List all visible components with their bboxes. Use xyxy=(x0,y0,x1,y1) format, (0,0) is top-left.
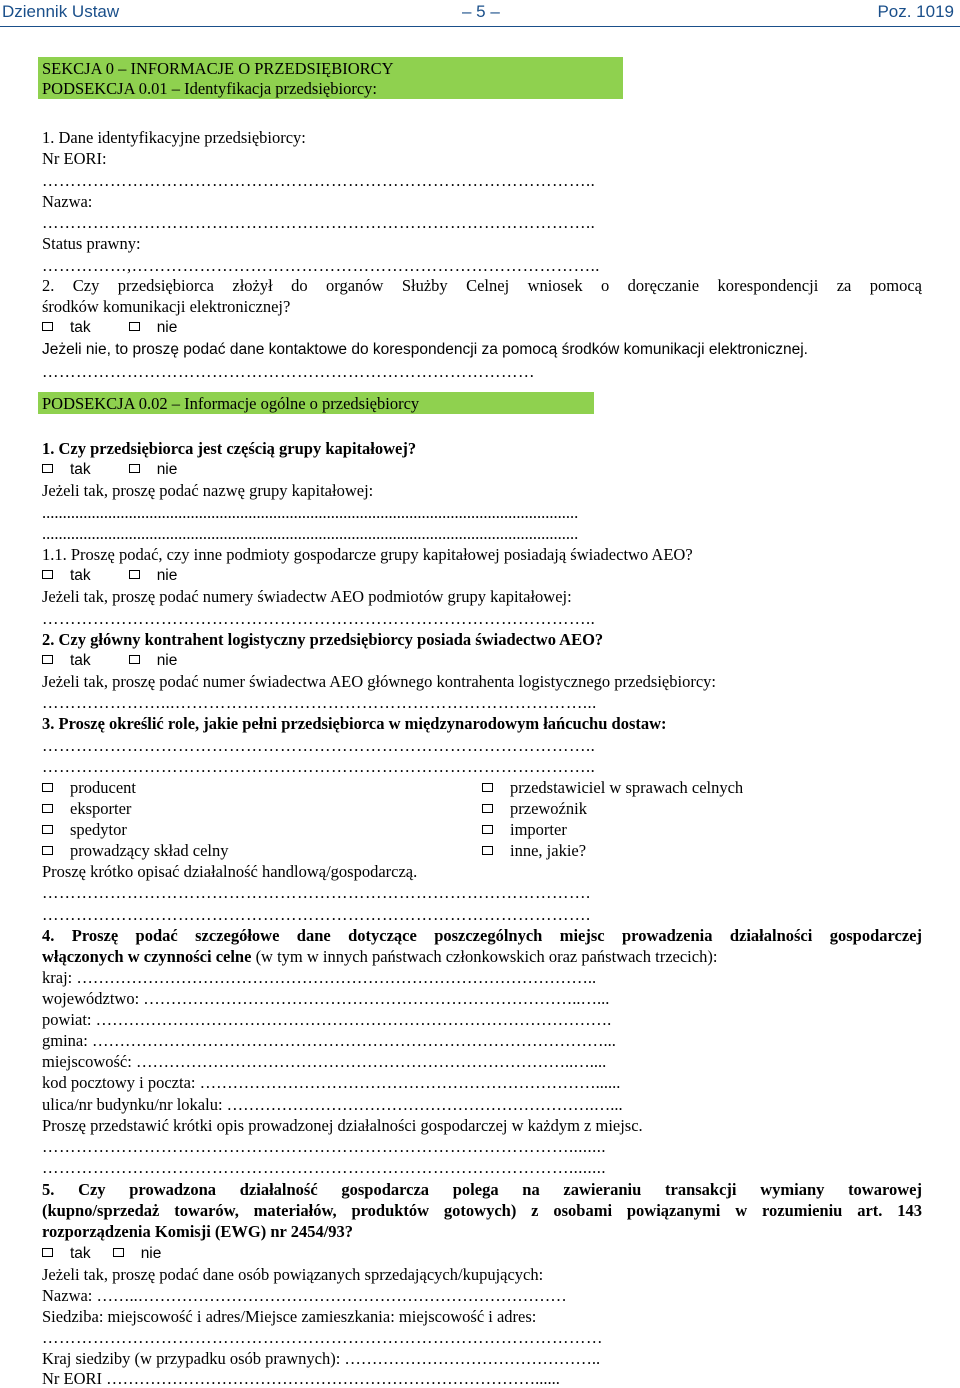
roles-input-2[interactable]: …………………………………………………………………………………….. xyxy=(42,757,596,776)
role-other[interactable] xyxy=(482,840,586,861)
option-no-label: nie xyxy=(156,652,178,669)
checkbox-icon[interactable] xyxy=(129,655,140,664)
option-no-label: nie xyxy=(156,319,178,336)
capital-group-note: Jeżeli tak, proszę podać nazwę grupy kapitałowej: xyxy=(42,481,374,500)
status-label: Status prawny: xyxy=(42,234,141,253)
option-no[interactable] xyxy=(129,317,178,338)
role-label: importer xyxy=(510,820,567,839)
name-label: Nazwa: xyxy=(42,192,93,211)
option-yes-label: tak xyxy=(70,1245,91,1262)
name-input[interactable]: …………………………………………………………………………………….. xyxy=(42,213,596,232)
page-header xyxy=(0,0,960,26)
postal-code-field[interactable]: kod pocztowy i poczta: ………………………………………………………………...... xyxy=(42,1073,621,1092)
seat-country-field[interactable]: Kraj siedziby (w przypadku osób prawnych): ……………………………………….. xyxy=(42,1349,601,1368)
checkbox-icon[interactable] xyxy=(42,846,53,855)
option-no[interactable] xyxy=(129,459,178,480)
main-partner-options xyxy=(42,650,922,671)
role-customs-representative[interactable] xyxy=(482,777,743,798)
question-capital-group: 1. Czy przedsiębiorca jest częścią grupy kapitałowej? xyxy=(42,439,417,458)
county-field[interactable]: powiat: …………………………………………………………………………………. xyxy=(42,1010,612,1029)
activity-note: Proszę krótko opisać działalność handlową/gospodarczą. xyxy=(42,862,418,881)
role-label: przewoźnik xyxy=(510,799,587,818)
street-field[interactable]: ulica/nr budynku/nr lokalu: ………………………………………………………….…... xyxy=(42,1095,623,1114)
section-title: SEKCJA 0 – INFORMACJE O PRZEDSIĘBIORCY xyxy=(42,59,394,78)
position-number: Poz. 1019 xyxy=(877,2,954,21)
option-yes[interactable] xyxy=(42,650,91,671)
capital-group-input-1[interactable]: .................................................................................................................................. xyxy=(42,503,579,522)
checkbox-icon[interactable] xyxy=(482,783,493,792)
subsection-002-title: PODSEKCJA 0.02 – Informacje ogólne o przedsiębiorcy xyxy=(42,394,420,413)
option-yes-label: tak xyxy=(70,652,91,669)
checkbox-icon[interactable] xyxy=(42,825,53,834)
checkbox-icon[interactable] xyxy=(129,322,140,331)
role-row-1 xyxy=(42,777,922,798)
role-row-2 xyxy=(42,798,922,819)
option-yes-label: tak xyxy=(70,319,91,336)
question-identification: 1. Dane identyfikacyjne przedsiębiorcy: xyxy=(42,128,306,147)
checkbox-icon[interactable] xyxy=(42,570,53,579)
role-label: producent xyxy=(70,778,136,797)
question-roles: 3. Proszę określić role, jakie pełni przedsiębiorca w międzynarodowym łańcuchu dostaw: xyxy=(42,714,667,733)
checkbox-icon[interactable] xyxy=(482,804,493,813)
locality-field[interactable]: miejscowość: ……………………………………………………………………..….... xyxy=(42,1052,607,1071)
question-locations-bold: włączonych w czynności celne xyxy=(42,947,252,966)
role-exporter[interactable] xyxy=(42,798,131,819)
question-locations-rest: (w tym w innych państwach członkowskich oraz państwach trzecich): xyxy=(251,947,718,966)
role-producer[interactable] xyxy=(42,777,136,798)
option-yes[interactable] xyxy=(42,317,91,338)
question-locations-line2 xyxy=(42,946,922,967)
question-related-line2: (kupno/sprzedaż towarów, materiałów, produktów gotowych) z osobami powiązanymi w rozumieniu art. 143 xyxy=(42,1201,922,1220)
question-electronic-line1: 2. Czy przedsiębiorca złożył do organów Służby Celnej wniosek o doręczanie korespondencji za pomocą xyxy=(42,276,922,295)
checkbox-icon[interactable] xyxy=(113,1248,124,1257)
subsection-title: PODSEKCJA 0.01 – Identyfikacja przedsiębiorcy: xyxy=(42,79,377,98)
question-aeo-group: 1.1. Proszę podać, czy inne podmioty gospodarcze grupy kapitałowej posiadają świadectwo AEO? xyxy=(42,545,693,564)
checkbox-icon[interactable] xyxy=(129,570,140,579)
aeo-group-input[interactable]: …………………………………………………………………………………….. xyxy=(42,609,596,628)
role-label: prowadzący skład celny xyxy=(70,841,229,860)
commune-field[interactable]: gmina: …………………………………………………………………………………... xyxy=(42,1031,616,1050)
role-label: inne, jakie? xyxy=(510,841,587,860)
electronic-input[interactable]: …………………………………………………………………………… xyxy=(42,362,535,381)
role-label: spedytor xyxy=(70,820,127,839)
checkbox-icon[interactable] xyxy=(42,804,53,813)
main-partner-input[interactable]: …………………...………………………………………………………………... xyxy=(42,693,597,712)
page-number: – 5 – xyxy=(462,2,500,21)
role-label: przedstawiciel w sprawach celnych xyxy=(510,778,744,797)
eori-number-field[interactable]: Nr EORI ……………………………………………………………………...... xyxy=(42,1369,560,1388)
roles-input-1[interactable]: …………………………………………………………………………………….. xyxy=(42,736,596,755)
eori-label: Nr EORI: xyxy=(42,149,107,168)
aeo-group-note: Jeżeli tak, proszę podać numery świadectw AEO podmiotów grupy kapitałowej: xyxy=(42,587,572,606)
capital-group-input-2[interactable]: .................................................................................................................................. xyxy=(42,524,579,543)
journal-title: Dziennik Ustaw xyxy=(2,2,120,21)
activity-input-2[interactable]: ……………………………………………………………………………………. xyxy=(42,905,591,924)
question-related-line3: rozporządzenia Komisji (EWG) nr 2454/93? xyxy=(42,1222,354,1241)
option-yes[interactable] xyxy=(42,565,91,586)
checkbox-icon[interactable] xyxy=(482,825,493,834)
activity-input-1[interactable]: ……………………………………………………………………………………. xyxy=(42,883,591,902)
related-options xyxy=(42,1243,922,1264)
checkbox-icon[interactable] xyxy=(129,464,140,473)
role-carrier[interactable] xyxy=(482,798,587,819)
option-no[interactable] xyxy=(129,565,178,586)
related-name-field[interactable]: Nazwa: ……..…………………………………………………………………… xyxy=(42,1286,567,1305)
checkbox-icon[interactable] xyxy=(42,322,53,331)
option-no-label: nie xyxy=(140,1245,162,1262)
question-electronic-line2: środków komunikacji elektronicznej? xyxy=(42,297,291,316)
option-yes-label: tak xyxy=(70,567,91,584)
location-description-input-2[interactable]: …………………………………………………………………………………........ xyxy=(42,1158,606,1177)
option-no-label: nie xyxy=(156,567,178,584)
voivodeship-field[interactable]: województwo: ……………………………………………………………………..…... xyxy=(42,989,610,1008)
aeo-group-options xyxy=(42,565,922,586)
option-yes-label: tak xyxy=(70,461,91,478)
role-label: eksporter xyxy=(70,799,132,818)
country-field[interactable]: kraj: ………………………………………………………………………………….. xyxy=(42,968,597,987)
role-row-4 xyxy=(42,840,922,861)
seat-label: Siedziba: miejscowość i adres/Miejsce zamieszkania: miejscowość i adres: xyxy=(42,1307,537,1326)
role-importer[interactable] xyxy=(482,819,567,840)
option-yes[interactable] xyxy=(42,459,91,480)
option-yes[interactable] xyxy=(42,1243,91,1264)
question-locations-line1: 4. Proszę podać szczegółowe dane dotyczące poszczególnych miejsc prowadzenia działalności gospodarczej xyxy=(42,926,922,945)
option-no[interactable] xyxy=(113,1243,162,1264)
option-no[interactable] xyxy=(129,650,178,671)
seat-input[interactable]: ……………………………………………………………………………………… xyxy=(42,1328,603,1347)
status-input[interactable]: ……………,……………………………………………………………………….. xyxy=(42,256,600,275)
checkbox-icon[interactable] xyxy=(42,464,53,473)
role-forwarder[interactable] xyxy=(42,819,127,840)
related-note: Jeżeli tak, proszę podać dane osób powiązanych sprzedających/kupujących: xyxy=(42,1265,544,1284)
main-partner-note: Jeżeli tak, proszę podać numer świadectwa AEO głównego kontrahenta logistycznego przedsiębiorcy: xyxy=(42,672,716,691)
electronic-note: Jeżeli nie, to proszę podać dane kontaktowe do korespondencji za pomocą środków komunikacji elektronicznej. xyxy=(42,341,808,358)
header-rule xyxy=(0,26,960,27)
question-related-line1: 5. Czy prowadzona działalność gospodarcza polega na zawieraniu transakcji wymiany towarowej xyxy=(42,1180,922,1199)
checkbox-icon[interactable] xyxy=(42,1248,53,1257)
question-main-partner: 2. Czy główny kontrahent logistyczny przedsiębiorcy posiada świadectwo AEO? xyxy=(42,630,604,649)
option-no-label: nie xyxy=(156,461,178,478)
location-description-note: Proszę przedstawić krótki opis prowadzonej działalności gospodarczej w każdym z miejsc. xyxy=(42,1116,643,1135)
location-description-input-1[interactable]: …………………………………………………………………………………........ xyxy=(42,1137,606,1156)
checkbox-icon[interactable] xyxy=(42,783,53,792)
electronic-options xyxy=(42,317,922,338)
eori-input[interactable]: …………………………………………………………………………………….. xyxy=(42,171,596,190)
checkbox-icon[interactable] xyxy=(482,846,493,855)
capital-group-options xyxy=(42,459,922,480)
role-row-3 xyxy=(42,819,922,840)
role-customs-warehouse[interactable] xyxy=(42,840,229,861)
checkbox-icon[interactable] xyxy=(42,655,53,664)
